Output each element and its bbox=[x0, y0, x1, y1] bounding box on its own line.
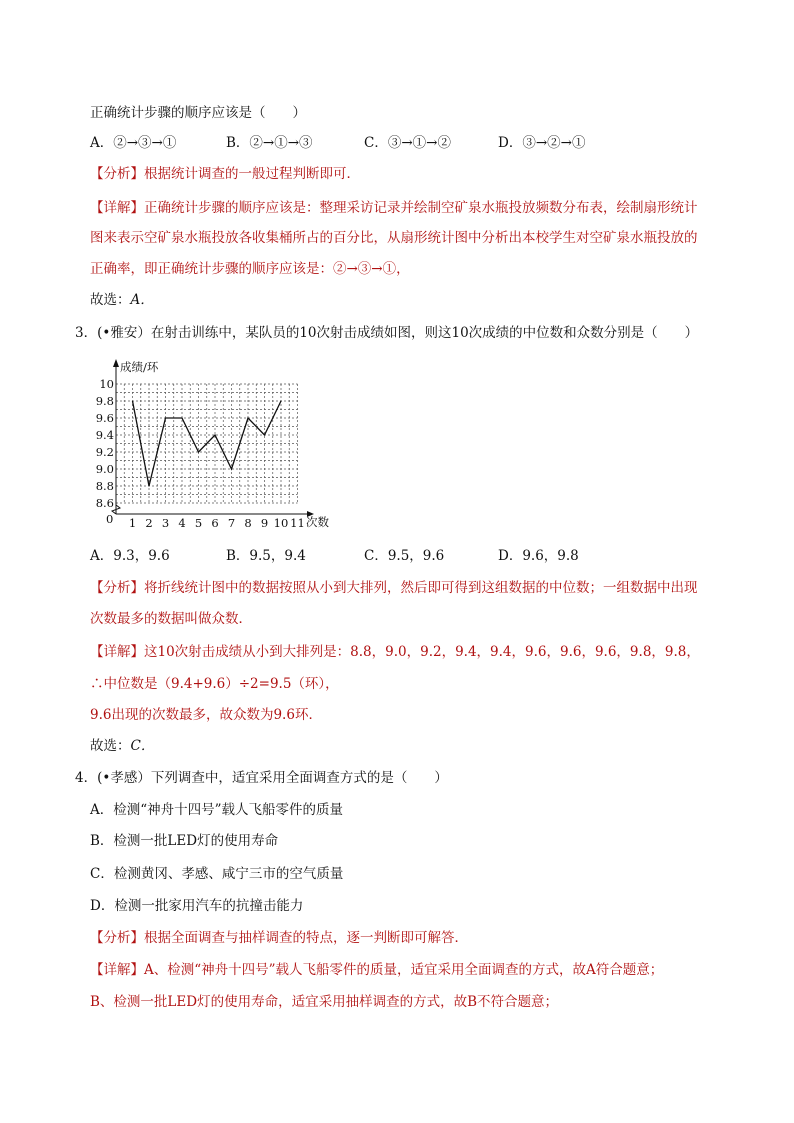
y-tick-label: 9.0 bbox=[95, 462, 114, 476]
q2-option-c: C．③→①→② bbox=[364, 135, 451, 151]
q4-option-c: C．检测黄冈、孝感、咸宁三市的空气质量 bbox=[90, 866, 344, 882]
analysis-text: 根据全面调查与抽样调查的特点，逐一判断即可解答． bbox=[144, 930, 468, 946]
q2-option-a: A．②→③→① bbox=[90, 135, 177, 151]
detail-tag: 【详解】 bbox=[90, 962, 144, 978]
detail-text: 正确统计步骤的顺序应该是：整理采访记录并绘制空矿泉水瓶投放频数分布表，绘制扇形统计 bbox=[144, 200, 698, 216]
x-tick-label: 2 bbox=[145, 516, 153, 530]
detail-text: A、检测“神舟十四号”载人飞船零件的质量，适宜采用全面调查的方式，故A符合题意； bbox=[144, 962, 664, 978]
origin-label: 0 bbox=[106, 512, 114, 526]
q3-detail-line-1 bbox=[90, 642, 700, 662]
answer-choice: A． bbox=[130, 292, 154, 308]
q2-option-b: B．②→①→③ bbox=[226, 135, 313, 151]
x-tick-label: 1 bbox=[128, 516, 137, 530]
q4-option-d: D．检测一批家用汽车的抗撞击能力 bbox=[90, 898, 304, 914]
analysis-tag: 【分析】 bbox=[90, 930, 144, 946]
answer-prefix: 故选： bbox=[90, 738, 131, 754]
y-tick-label: 9.6 bbox=[95, 411, 114, 425]
analysis-text: 根据统计调查的一般过程判断即可． bbox=[144, 166, 360, 182]
detail-tag: 【详解】 bbox=[90, 200, 144, 216]
q3-option-a: A．9.3，9.6 bbox=[90, 548, 170, 564]
x-tick-label: 6 bbox=[211, 516, 219, 530]
analysis-tag: 【分析】 bbox=[90, 580, 144, 596]
x-tick-label: 10 bbox=[273, 516, 289, 530]
q4-stem: 4．(•孝感）下列调查中，适宜采用全面调查方式的是（ ） bbox=[75, 770, 448, 786]
y-tick-label: 9.2 bbox=[95, 445, 114, 459]
score-line-chart bbox=[94, 355, 344, 535]
q4-analysis bbox=[90, 928, 468, 948]
y-tick-label: 9.8 bbox=[95, 394, 114, 408]
q2-option-d: D．③→②→① bbox=[498, 135, 586, 151]
y-tick-label: 9.4 bbox=[95, 428, 114, 442]
x-tick-label: 9 bbox=[260, 516, 269, 530]
q2-detail-line-3: 正确率，即正确统计步骤的顺序应该是：②→③→①， bbox=[90, 261, 410, 277]
y-tick-label: 8.8 bbox=[95, 479, 114, 493]
q3-answer bbox=[90, 736, 154, 756]
q2-detail-line-2: 图来表示空矿泉水瓶投放各收集桶所占的百分比，从扇形统计图中分析出本校学生对空矿泉水瓶投放的 bbox=[90, 230, 698, 246]
x-tick-label: 5 bbox=[194, 516, 203, 530]
q3-option-b: B．9.5，9.4 bbox=[226, 548, 306, 564]
q3-option-c: C．9.5，9.6 bbox=[364, 548, 445, 564]
x-tick-label: 7 bbox=[227, 516, 236, 530]
q2-answer bbox=[90, 290, 154, 310]
x-tick-label: 3 bbox=[161, 516, 170, 530]
chart-axes bbox=[112, 359, 314, 517]
q3-detail-line-3: 9.6出现的次数最多，故众数为9.6环． bbox=[90, 707, 322, 723]
analysis-tag: 【分析】 bbox=[90, 166, 144, 182]
x-axis-label: 次数 bbox=[306, 515, 329, 529]
detail-text: 这10次射击成绩从小到大排列是：8.8，9.0，9.2，9.4，9.4，9.6，9.6，9.6，9.8，9.8， bbox=[144, 644, 700, 660]
answer-prefix: 故选： bbox=[90, 292, 131, 308]
q2-analysis bbox=[90, 164, 360, 184]
q4-detail-line-2: B、检测一批LED灯的使用寿命，适宜采用抽样调查的方式，故B不符合题意； bbox=[90, 994, 558, 1010]
q2-options bbox=[90, 133, 585, 153]
x-tick-label: 4 bbox=[178, 516, 186, 530]
q3-options bbox=[90, 546, 579, 566]
q3-stem: 3．(•雅安）在射击训练中，某队员的10次射击成绩如图，则这10次成绩的中位数和众数分别是（ ） bbox=[75, 325, 699, 341]
analysis-text: 将折线统计图中的数据按照从小到大排列，然后即可得到这组数据的中位数；一组数据中出现 bbox=[144, 580, 698, 596]
chart-ticks bbox=[96, 377, 305, 530]
x-tick-label: 8 bbox=[244, 516, 252, 530]
y-axis-label: 成绩/环 bbox=[120, 360, 159, 374]
detail-tag: 【详解】 bbox=[90, 644, 144, 660]
q3-analysis-line-2: 次数最多的数据叫做众数． bbox=[90, 611, 252, 627]
x-tick-label: 11 bbox=[290, 516, 305, 530]
q3-option-d: D．9.6，9.8 bbox=[498, 548, 579, 564]
q3-detail-line-2: ∴中位数是（9.4+9.6）÷2=9.5（环）， bbox=[90, 676, 339, 692]
q3-analysis-line-1 bbox=[90, 578, 698, 598]
q4-option-b: B．检测一批LED灯的使用寿命 bbox=[90, 833, 279, 849]
q4-option-a: A．检测“神舟十四号”载人飞船零件的质量 bbox=[90, 802, 344, 818]
q2-stem: 正确统计步骤的顺序应该是（ ） bbox=[90, 105, 306, 121]
answer-choice: C． bbox=[130, 738, 155, 754]
y-tick-label: 10 bbox=[99, 377, 114, 391]
y-tick-label: 8.6 bbox=[95, 496, 114, 510]
q4-detail-line-1 bbox=[90, 960, 663, 980]
q2-detail-line-1 bbox=[90, 198, 698, 218]
y-axis-arrow bbox=[113, 359, 119, 367]
